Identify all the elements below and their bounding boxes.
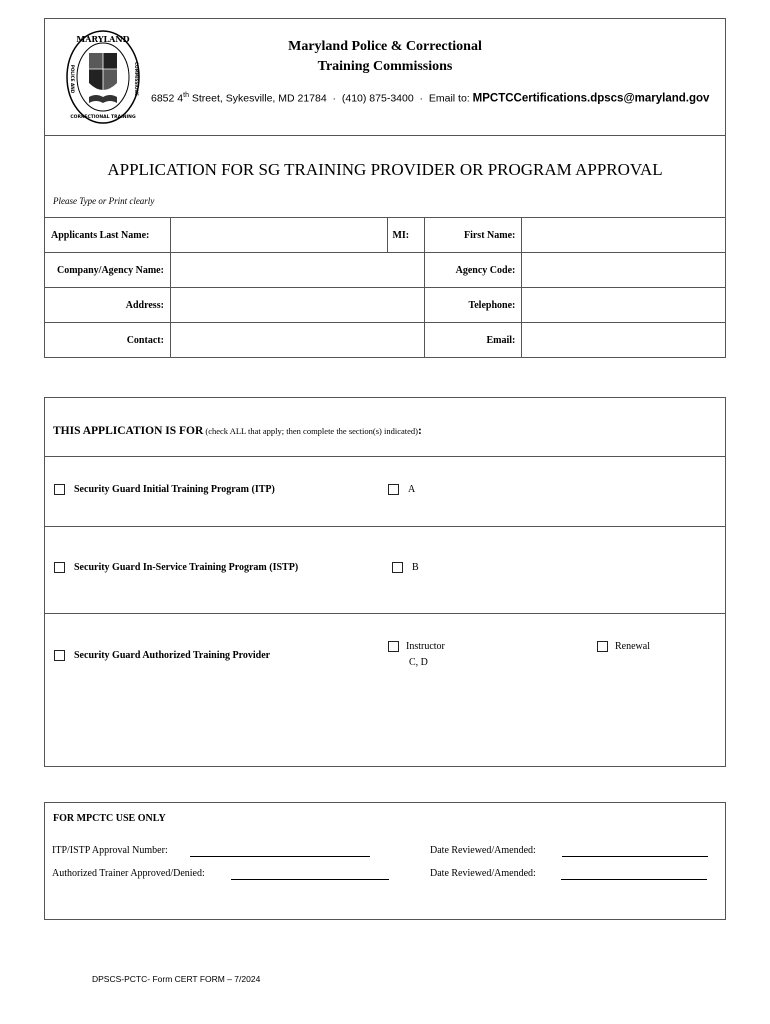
- authorized-provider-row: [45, 614, 725, 768]
- approval-number-label: ITP/ISTP Approval Number:: [52, 845, 168, 856]
- telephone-label: Telephone:: [425, 288, 522, 323]
- org-name-line-1: Maryland Police & Correctional: [288, 39, 482, 54]
- section-b-label: B: [412, 562, 419, 573]
- last-name-field[interactable]: [170, 218, 388, 253]
- email-field[interactable]: [522, 323, 726, 358]
- form-footer-id: DPSCS-PCTC- Form CERT FORM – 7/2024: [92, 974, 261, 984]
- telephone-field[interactable]: [522, 288, 726, 323]
- company-field[interactable]: [170, 253, 425, 288]
- istp-label: Security Guard In-Service Training Program (ISTP): [74, 562, 299, 573]
- date-reviewed-field-1[interactable]: [562, 856, 708, 857]
- address-field[interactable]: [170, 288, 425, 323]
- email-label: Email:: [425, 323, 522, 358]
- org-name-line-2: Training Commissions: [317, 59, 453, 74]
- letterhead: [44, 18, 726, 136]
- seal-text-left: POLICE AND: [70, 64, 75, 94]
- first-name-label: First Name:: [425, 218, 522, 253]
- seal-text-right: COMMISSIONS: [134, 61, 139, 97]
- table-row: [45, 288, 726, 323]
- agency-code-label: Agency Code:: [425, 253, 522, 288]
- istp-row: [45, 527, 725, 614]
- trainer-approved-label: Authorized Trainer Approved/Denied:: [52, 868, 205, 879]
- application-type-header: [45, 398, 725, 457]
- istp-checkbox[interactable]: [54, 562, 65, 573]
- contact-line: 6852 4th Street, Sykesville, MD 21784 · (410) 875-3400 · Email to: MPCTCCertifications.dpscs@maryland.gov: [151, 92, 710, 105]
- application-type-heading: [53, 425, 422, 437]
- contact-field[interactable]: [170, 323, 425, 358]
- itp-row: [45, 457, 725, 527]
- heading-bold: THIS APPLICATION IS FOR: [53, 425, 204, 437]
- instructor-checkbox[interactable]: [388, 641, 399, 652]
- date-reviewed-label-1: Date Reviewed/Amended:: [430, 845, 536, 856]
- heading-colon: :: [418, 425, 422, 437]
- authorized-provider-label: Security Guard Authorized Training Provider: [74, 650, 271, 661]
- street-superscript: th: [183, 92, 189, 99]
- instructor-sections: C, D: [409, 657, 428, 668]
- renewal-label: Renewal: [615, 641, 650, 652]
- itp-checkbox[interactable]: [54, 484, 65, 495]
- application-type-section: [44, 397, 726, 767]
- street-number: 6852 4: [151, 92, 184, 105]
- section-a-label: A: [408, 484, 416, 495]
- address-label: Address:: [45, 288, 171, 323]
- contact-label: Contact:: [45, 323, 171, 358]
- approval-number-field[interactable]: [190, 856, 370, 857]
- seal-text-bottom: CORRECTIONAL TRAINING: [70, 115, 136, 120]
- organization-name: [245, 37, 525, 77]
- contact-email-link[interactable]: MPCTCCertifications.dpscs@maryland.gov: [472, 92, 710, 105]
- mpctc-use-only-section: [44, 802, 726, 920]
- authorized-provider-checkbox[interactable]: [54, 650, 65, 661]
- heading-note: (check ALL that apply; then complete the section(s) indicated): [203, 426, 418, 436]
- table-row: [45, 323, 726, 358]
- trainer-approved-field[interactable]: [231, 879, 389, 880]
- mpctc-section-title: FOR MPCTC USE ONLY: [53, 813, 166, 824]
- itp-label: Security Guard Initial Training Program (ITP): [74, 484, 275, 495]
- print-instruction: Please Type or Print clearly: [53, 196, 155, 206]
- company-label: Company/Agency Name:: [45, 253, 171, 288]
- email-label: Email to:: [428, 92, 470, 105]
- table-row: [45, 253, 726, 288]
- renewal-checkbox[interactable]: [597, 641, 608, 652]
- phone-number: (410) 875-3400: [341, 92, 414, 105]
- page-title: APPLICATION FOR SG TRAINING PROVIDER OR PROGRAM APPROVAL: [107, 160, 663, 179]
- section-a-checkbox[interactable]: [388, 484, 399, 495]
- date-reviewed-field-2[interactable]: [561, 879, 707, 880]
- mi-label: MI:: [388, 218, 425, 253]
- applicant-info-table: [44, 217, 726, 358]
- first-name-field[interactable]: [522, 218, 726, 253]
- instructor-label: Instructor: [406, 641, 445, 652]
- last-name-label: Applicants Last Name:: [45, 218, 171, 253]
- title-section: [44, 135, 726, 218]
- maryland-seal-icon: [65, 29, 141, 125]
- agency-code-field[interactable]: [522, 253, 726, 288]
- table-row: [45, 218, 726, 253]
- date-reviewed-label-2: Date Reviewed/Amended:: [430, 868, 536, 879]
- seal-text-top: MARYLAND: [76, 34, 130, 44]
- street-rest: Street, Sykesville, MD 21784: [188, 92, 327, 105]
- section-b-checkbox[interactable]: [392, 562, 403, 573]
